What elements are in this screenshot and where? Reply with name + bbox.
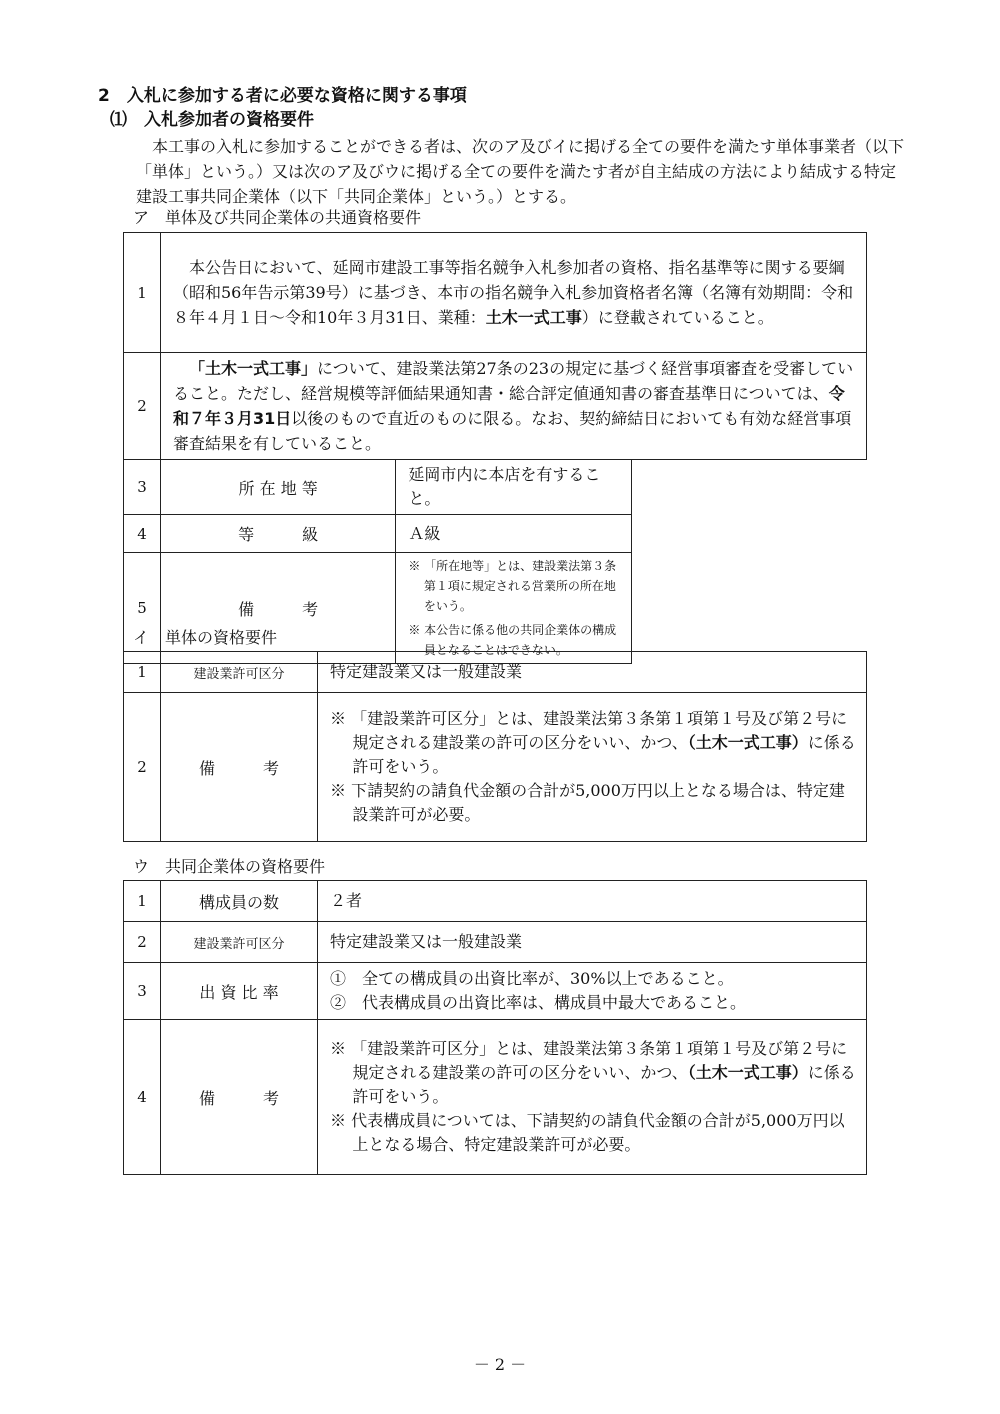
row-content: Ａ級 <box>396 515 631 553</box>
intro-text: 本工事の入札に参加することができる者は、次のア及びイに掲げる全ての要件を満たす単体事業者（以下「単体」という。）又は次のア及びウに掲げる全ての要件を満たす者が自主結成の方法により結成する特定建設工事共同企業体（以下「共同企業体」という。）とする。 <box>136 137 905 206</box>
row-number: 1 <box>124 881 161 922</box>
row-label: 出 資 比 率 <box>161 963 318 1020</box>
jv-requirements-table <box>123 880 867 1175</box>
row-number: 4 <box>124 515 161 553</box>
table-row <box>124 1020 867 1175</box>
note <box>330 707 858 779</box>
table-row <box>124 652 867 693</box>
row-label: 備 考 <box>161 1020 318 1175</box>
table-row <box>124 515 867 553</box>
table-u-title: ウ 共同企業体の資格要件 <box>133 857 326 876</box>
table-row <box>124 693 867 842</box>
table-row <box>124 881 867 922</box>
row-content <box>318 1020 867 1175</box>
note: ※ 「所在地等」とは、建設業法第３条第１項に規定される営業所の所在地をいう。 <box>408 559 617 613</box>
row-content <box>318 963 867 1020</box>
page-number: － 2 － <box>473 1355 527 1374</box>
row-content <box>161 233 867 353</box>
row-number: 2 <box>124 922 161 963</box>
section-heading: 2 入札に参加する者に必要な資格に関する事項 <box>98 86 467 106</box>
row-number: 3 <box>124 460 161 515</box>
row-content <box>161 353 867 460</box>
row-number: 2 <box>124 693 161 842</box>
emphasis-text: 「土木一式工事」 <box>189 359 318 378</box>
table-a-title: ア 単体及び共同企業体の共通資格要件 <box>133 208 422 227</box>
table-row <box>124 922 867 963</box>
row-content <box>396 553 631 664</box>
table-row <box>124 353 867 460</box>
list-item: ② 代表構成員の出資比率は、構成員中最大であること。 <box>330 993 747 1012</box>
row-number: 1 <box>124 233 161 353</box>
emphasis-text: （土木一式工事） <box>687 1063 808 1082</box>
text-part: ※ 「建設業許可区分」とは、建設業法第３条第１項第１号及び第２号に規定される建設業の許可の区分をいい、かつ、 <box>330 709 848 752</box>
row-label: 建設業許可区分 <box>161 652 318 693</box>
row-number: 2 <box>124 353 161 460</box>
row-label: 建設業許可区分 <box>161 922 318 963</box>
text-part: ）に登載されていること。 <box>581 308 774 327</box>
text-part: 以後のもので直近のものに限る。なお、契約締結日においても有効な経営事項審査結果を有していること。 <box>173 409 852 453</box>
common-requirements-table <box>123 232 867 664</box>
row-number: 5 <box>124 553 161 664</box>
text-part: に係る許可をいう。 <box>352 1063 856 1106</box>
row-content: 延岡市内に本店を有すること。 <box>396 460 631 515</box>
row-number: 1 <box>124 652 161 693</box>
table-row <box>124 460 867 515</box>
emphasis-text: 令和７年３月31日 <box>173 384 845 428</box>
row-content <box>318 693 867 842</box>
table-i-title: イ 単体の資格要件 <box>133 628 278 647</box>
emphasis-text: （土木一式工事） <box>687 733 808 752</box>
subsection-heading: ⑴ 入札参加者の資格要件 <box>110 110 314 130</box>
list-item: ① 全ての構成員の出資比率が、30%以上であること。 <box>330 969 734 988</box>
row-label: 構成員の数 <box>161 881 318 922</box>
row-label: 所 在 地 等 <box>161 460 396 515</box>
row-content: 特定建設業又は一般建設業 <box>318 922 867 963</box>
row-label: 等 級 <box>161 515 396 553</box>
table-row <box>124 963 867 1020</box>
note: ※ 本公告に係る他の共同企業体の構成員となることはできない。 <box>408 623 617 657</box>
note: ※ 下請契約の請負代金額の合計が5,000万円以上となる場合は、特定建設業許可が必要。 <box>330 781 845 824</box>
text-part: について、建設業法第27条の23の規定に基づく経営事項審査を受審していること。ただし、経営規模等評価結果通知書・総合評定値通知書の審査基準日については、 <box>173 359 854 403</box>
table-row <box>124 233 867 353</box>
row-content: ２者 <box>318 881 867 922</box>
text-part: 本公告日において、延岡市建設工事等指名競争入札参加者の資格、指名基準等に関する要綱（昭和56年告示第39号）に基づき、本市の指名競争入札参加資格者名簿（名簿有効期間：令和８年４月１日～令和10年３月31日、業種： <box>173 258 854 327</box>
text-part: に係る許可をいう。 <box>352 733 856 776</box>
text-part: ※ 「建設業許可区分」とは、建設業法第３条第１項第１号及び第２号に規定される建設業の許可の区分をいい、かつ、 <box>330 1039 848 1082</box>
row-label: 備 考 <box>161 693 318 842</box>
emphasis-text: 土木一式工事 <box>485 308 582 327</box>
row-content: 特定建設業又は一般建設業 <box>318 652 867 693</box>
row-label: 備 考 <box>161 553 396 664</box>
single-requirements-table <box>123 651 867 842</box>
row-number: 4 <box>124 1020 161 1175</box>
row-number: 3 <box>124 963 161 1020</box>
note <box>330 1037 858 1109</box>
note: ※ 代表構成員については、下請契約の請負代金額の合計が5,000万円以上となる場合、特定建設業許可が必要。 <box>330 1111 845 1154</box>
intro-paragraph <box>136 134 906 209</box>
